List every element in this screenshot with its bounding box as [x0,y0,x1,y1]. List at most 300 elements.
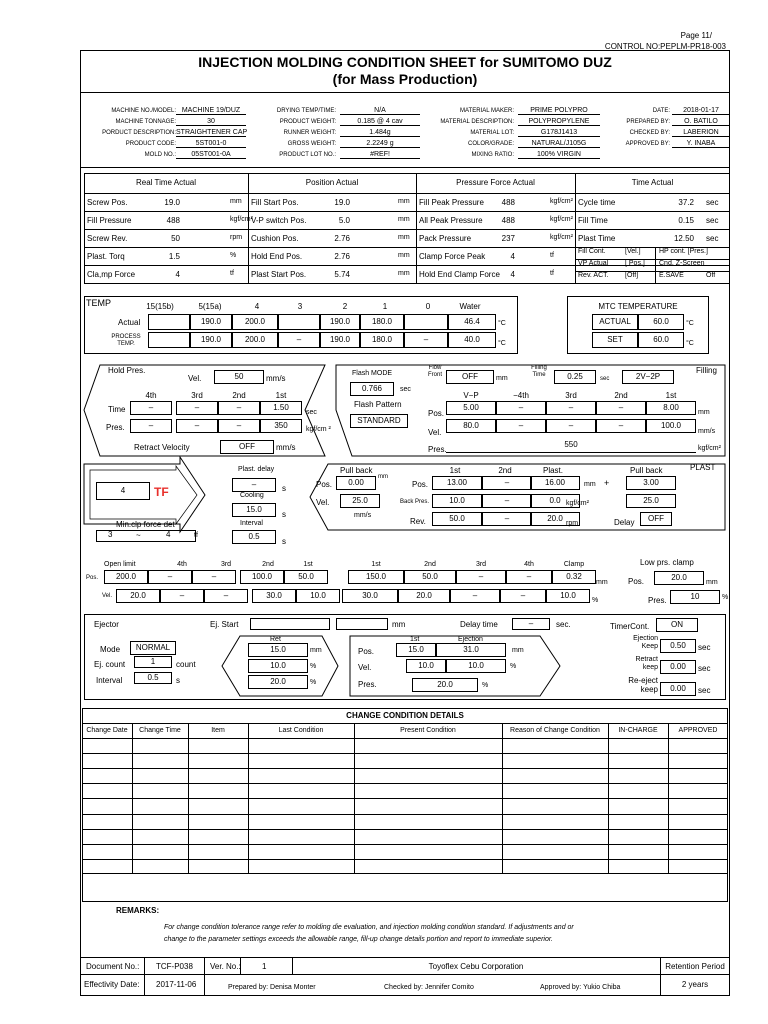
ej-start-input[interactable] [250,618,330,630]
hold-time-cell[interactable]: – [218,401,260,415]
ej-start-label: Ej. Start [210,620,239,629]
close-col-header: Clamp [563,561,585,568]
column-header: Time Actual [631,178,674,187]
filling-pres-label: Pres. [428,445,447,454]
close-pos-unit: mm [596,579,608,586]
rule-line [82,798,728,799]
filling-time-label: Filling Time [531,365,547,378]
row-value: 4 [510,270,515,279]
info-value: #REF! [340,151,420,159]
pullback-pos-label: Pos. [316,480,333,489]
time-label: Plast Time [578,234,616,243]
plast-delay-input[interactable]: – [232,478,276,492]
rule-line [82,814,728,815]
temp-actual-cell[interactable]: 200.0 [232,314,278,330]
hold-col-header: 4th [145,391,157,400]
row-unit: % [230,252,237,259]
mtc-actual-value[interactable]: 60.0 [638,314,684,330]
info-label: MACHINE NO./MODEL: [111,108,176,114]
ej-first-label: 1st [410,636,420,643]
hold-time-cell[interactable]: – [176,401,218,415]
timer-input[interactable]: ON [656,618,698,632]
mtc-set-label: SET [592,332,638,348]
row-unit: tf [550,252,554,259]
change-col-header: Last Condition [278,727,324,734]
page-number: Page 11/ [680,31,712,40]
filling-pos-cell[interactable]: – [596,401,646,415]
time-value: 0.15 [678,216,694,225]
hold-time-cell[interactable]: 1.50 [260,401,302,415]
ej-start-unit: mm [392,620,406,629]
status-value: Off [706,272,716,279]
ret-label: Ret [270,636,281,643]
info-value: 1.484g [340,129,420,137]
interval-input[interactable]: 0.5 [232,530,276,544]
info-label: MATERIAL MAKER: [459,108,514,114]
ej-vel-cell[interactable]: 10.0 [446,659,506,673]
info-label: CHECKED BY: [629,130,670,136]
plast-delay-unit: s [282,484,286,493]
low-pos-unit: mm [706,579,718,586]
temp-col-header: 15(15b) [146,302,174,311]
change-title: CHANGE CONDITION DETAILS [346,711,464,720]
pullback-pos-input[interactable]: 0.00 [336,476,376,490]
rule-line [82,844,728,845]
row-label: Fill Pressure [87,216,132,225]
rule-line [82,738,728,739]
close-pos-cell[interactable]: 50.0 [404,570,456,584]
row-value: 488 [501,216,515,225]
retention-value: 2 years [681,980,709,989]
row-unit: mm [398,216,410,223]
open-vel-cell[interactable]: – [160,589,204,603]
doc-label: Document No.: [86,962,140,971]
close-pos-cell[interactable]: 0.32 [552,570,596,584]
min-clp-tilde: ~ [136,531,141,540]
retract-keep-label: Retract keep [635,656,658,671]
temp-col-header: 2 [342,302,348,311]
open-col-header: 2nd [262,561,274,568]
retract-keep-unit: sec [698,664,711,673]
plast-pos-label: Pos. [412,480,429,489]
info-value: 2018-01-17 [672,107,730,115]
ej-count-unit: count [176,660,196,669]
info-label: RUNNER WEIGHT: [283,130,336,136]
plast-delay-label: Plast. delay [238,466,275,473]
ret-unit: % [310,679,317,686]
open-pos-cell[interactable]: – [192,570,236,584]
ej-vel-cell[interactable]: 10.0 [406,659,446,673]
ver-label: Ver. No.: [210,962,241,971]
row-unit: mm [230,198,242,205]
reeject-label: Re-eject keep [628,676,658,694]
plast-back-cell[interactable]: 10.0 [432,494,482,508]
row-unit: kgf/cm² [550,198,573,205]
open-pos-cell[interactable]: 200.0 [104,570,148,584]
pullback-vel-input[interactable]: 25.0 [340,494,380,508]
flow-front-unit: mm [496,375,508,382]
delay-time-label: Delay time [460,620,498,629]
status-label: Fill Cont. [578,248,606,255]
plast-back-label: Back Pres. [400,499,430,505]
ej-start-input-2[interactable] [336,618,388,630]
temp-actual-cell[interactable]: 190.0 [190,314,232,330]
low-pres-label: Pres. [648,596,667,605]
info-label: PRODUCT WEIGHT: [279,119,336,125]
open-vel-cell[interactable]: 10.0 [296,589,340,603]
flash-mode-input[interactable]: 0.766 [350,382,394,396]
delay-time-input[interactable]: – [512,618,550,630]
low-pres-unit: % [722,594,729,601]
time-unit: sec [706,234,719,243]
filling-time-input[interactable]: 0.25 [554,370,596,384]
low-pos-label: Pos. [628,577,645,586]
filling-col-header: V−P [463,391,479,400]
row-label: Plast Start Pos. [251,270,307,279]
flash-mode-unit: sec [400,386,411,393]
row-value: 5.0 [338,216,350,225]
row-label: Hold End Clamp Force [419,270,500,279]
pullback-vel-label: Vel. [316,498,330,507]
info-value: 5ST001-0 [176,140,246,148]
close-pos-cell[interactable]: 150.0 [348,570,404,584]
ej-count-input[interactable]: 1 [134,656,172,668]
info-value: POLYPROPYLENE [518,118,600,126]
filling-col-header: 2nd [614,391,628,400]
ej-pos-label: Pos. [358,647,375,656]
open-vel-label: Vel. [102,593,113,599]
temp-process-label: PROCESS TEMP. [111,334,141,347]
row-label: Cla,mp Force [87,270,136,279]
temp-process-cell[interactable]: – [278,332,320,348]
hold-pres-cell[interactable]: – [176,419,218,433]
plast-col-header: 2nd [498,466,512,475]
low-pres-input[interactable]: 10 [670,590,720,604]
row-value: 50 [171,234,180,243]
filling-pos-cell[interactable]: – [496,401,546,415]
filling-pres-unit: kgf/cm² [698,445,721,452]
row-unit: tf [230,270,234,277]
temp-title: TEMP [86,298,112,308]
pullback-pos-unit: mm [378,474,388,480]
row-value: 237 [501,234,515,243]
filling-time-unit: sec [600,376,610,382]
filling-title: Filling [696,366,717,375]
open-vel-cell[interactable]: 20.0 [116,589,160,603]
time-unit: sec [706,198,719,207]
temp-process-cell[interactable]: 40.0 [448,332,496,348]
retract-keep-input[interactable]: 0.00 [660,660,696,674]
open-pos-cell[interactable]: 100.0 [240,570,284,584]
ver-value: 1 [262,962,267,971]
status-label: E.SAVE [659,272,684,279]
retract-input[interactable]: OFF [220,440,274,454]
sheet-subtitle: (for Mass Production) [332,71,478,87]
time-value: 37.2 [678,198,694,207]
row-unit: mm [398,252,410,259]
doc-value: TCF-P038 [156,962,193,971]
reeject-input[interactable]: 0.00 [660,682,696,696]
clamp-force-input[interactable]: 4 [96,482,150,500]
filling-vel-cell[interactable]: – [546,419,596,433]
close-vel-cell[interactable]: 30.0 [342,589,398,603]
close-vel-cell[interactable]: 10.0 [546,589,590,603]
status-label: Rev. ACT. [578,272,609,279]
keep-label: Ejection Keep [633,635,658,650]
open-pos-cell[interactable]: – [148,570,192,584]
flow-front-input[interactable]: OFF [446,370,494,384]
hold-pres-cell[interactable]: 350 [260,419,302,433]
temp-col-header: 0 [425,302,431,311]
pullback2-pos-input[interactable]: 3.00 [626,476,676,490]
ej-ejection-label: Ejection [458,636,483,643]
hold-pres-unit: kgf/cm ² [306,426,331,433]
hold-vel-input[interactable]: 50 [214,370,264,384]
keep-input[interactable]: 0.50 [660,639,696,653]
filling-col-header: 3rd [565,391,577,400]
plast-back-cell[interactable]: 0.0 [530,494,580,508]
row-label: Pack Pressure [419,234,472,243]
info-label: GROSS WEIGHT: [287,141,336,147]
retention-label: Retention Period [665,962,725,971]
retract-unit: mm/s [276,443,296,452]
ej-interval-input[interactable]: 0.5 [134,672,172,684]
plast-pos-cell[interactable]: – [482,476,532,490]
plast-rev-cell[interactable]: 50.0 [432,512,482,526]
info-label: MATERIAL LOT: [470,130,514,136]
mode-label: Mode [100,645,121,654]
hold-vel-unit: mm/s [266,374,286,383]
change-col-header: Change Time [139,727,181,734]
filling-vel-cell[interactable]: 100.0 [646,419,696,433]
mtc-unit: °C [686,320,694,327]
mtc-actual-label: ACTUAL [592,314,638,330]
status-value: [ Pos.] [625,260,645,267]
temp-col-header: 4 [254,302,260,311]
open-vel-cell[interactable]: 30.0 [252,589,296,603]
row-unit: mm [398,234,410,241]
change-col-header: Item [211,727,225,734]
filling-pos-unit: mm [698,409,710,416]
close-col-header: 1st [371,561,381,568]
row-label: Fill Peak Pressure [419,198,484,207]
info-value: N/A [340,107,420,115]
change-col-header: IN-CHARGE [618,727,658,734]
open-pos-cell[interactable]: 50.0 [284,570,328,584]
info-value: PRIME POLYPRO [518,107,600,115]
plast-pos-unit: mm [584,481,596,488]
rule-line [82,753,728,754]
time-value: 12.50 [673,234,694,243]
ej-vel-unit: % [510,663,517,670]
cooling-input[interactable]: 15.0 [232,503,276,517]
reeject-unit: sec [698,686,711,695]
filling-vel-cell[interactable]: – [596,419,646,433]
info-value: Y. INABA [672,140,730,148]
status-label: Cnd. Z-Screen [659,260,705,267]
checked-by: Checked by: Jennifer Comito [384,984,474,991]
filling-pos-cell[interactable]: 8.00 [646,401,696,415]
close-vel-cell[interactable]: – [500,589,546,603]
row-unit: kgf/cm² [550,216,573,223]
control-number: CONTROL NO:PEPLM-PR18-003 [604,42,726,51]
low-pos-input[interactable]: 20.0 [654,571,704,585]
remarks-line-2: change to the parameter settings exceeds the allowable range, fill-up change details portion and report to immediate superior. [164,936,553,943]
hold-time-cell[interactable]: – [130,401,172,415]
filling-col-header: 1st [665,391,677,400]
row-unit: rpm [230,234,243,241]
mode-input[interactable]: NORMAL [130,641,176,655]
rule-line [82,859,728,860]
rule-line [204,957,205,974]
ej-pres-label: Pres. [358,680,377,689]
row-value: 488 [501,198,515,207]
row-label: Plast. Torq [87,252,125,261]
mtc-set-value[interactable]: 60.0 [638,332,684,348]
open-limit-label: Open limit [104,561,136,568]
info-value: LABERION [672,129,730,137]
flash-pattern-label: Flash Pattern [354,400,402,409]
time-label: Cycle time [578,198,616,207]
row-unit: kgf/cm² [550,234,573,241]
delay-input[interactable]: OFF [640,512,672,526]
info-label: COLOR/GRADE: [467,141,514,147]
sheet-title: INJECTION MOLDING CONDITION SHEET for SUMITOMO DUZ [198,54,612,70]
close-pos-cell[interactable]: – [506,570,552,584]
temp-actual-cell[interactable]: 180.0 [360,314,404,330]
pullback-vel-unit: mm/s [354,512,372,519]
effectivity-label: Effectivity Date: [84,980,140,989]
temp-process-cell[interactable]: 190.0 [320,332,360,348]
filling-pres-value: 550 [564,440,578,449]
filling-vel-cell[interactable]: – [496,419,546,433]
remarks-label: REMARKS: [116,906,160,915]
effectivity-value: 2017-11-06 [156,980,197,989]
column-header: Pressure Force Actual [456,178,535,187]
close-vel-cell[interactable]: – [450,589,500,603]
mtc-unit: °C [686,340,694,347]
plast-back-unit: kgf/cm² [566,500,589,507]
temp-process-cell[interactable]: 180.0 [360,332,404,348]
rule-line [144,974,145,996]
plus-sign: + [604,478,610,488]
ret-cell[interactable]: 15.0 [248,643,308,657]
filling-pos-cell[interactable]: – [546,401,596,415]
plast-rev-cell[interactable]: – [482,512,532,526]
filling-pos-cell[interactable]: 5.00 [446,401,496,415]
plast-back-cell[interactable]: – [482,494,532,508]
min-clp-to: 4 [166,530,171,539]
ej-pos-cell[interactable]: 15.0 [396,643,436,657]
rule-line [204,974,205,996]
status-label: HP cont. [Pres.] [659,248,708,255]
flash-pattern-input[interactable]: STANDARD [350,414,408,428]
info-value: 05ST001-0A [176,151,246,159]
info-label: DATE: [652,108,670,114]
ej-pos-unit: mm [512,647,524,654]
info-label: MACHINE TONNAGE: [115,119,176,125]
row-label: Cushion Pos. [251,234,299,243]
row-label: Fill Start Pos. [251,198,299,207]
close-vel-cell[interactable]: 20.0 [398,589,450,603]
close-col-header: 2nd [424,561,436,568]
approved-by: Approved by: Yukio Chiba [540,984,621,991]
row-value: 1.5 [168,252,180,261]
filling-mode-input[interactable]: 2V−2P [622,370,674,384]
column-header: Real Time Actual [135,178,197,187]
pullback2-vel-input[interactable]: 25.0 [626,494,676,508]
rule-line [82,829,728,830]
open-vel-cell[interactable]: – [204,589,248,603]
plast-rev-cell[interactable]: 20.0 [530,512,580,526]
info-value: G178J1413 [518,129,600,137]
row-value: 19.0 [164,198,180,207]
filling-vel-label: Vel. [428,428,442,437]
ret-cell[interactable]: 10.0 [248,659,308,673]
row-unit: tf [550,270,554,277]
info-label: DRYING TEMP/TIME: [276,108,336,114]
hold-pres-cell[interactable]: – [218,419,260,433]
rule-line [144,957,145,974]
info-value: NATURAL/J105G [518,140,600,148]
temp-process-cell[interactable]: 190.0 [190,332,232,348]
open-pos-label: Pos. [86,575,99,581]
ret-cell[interactable]: 20.0 [248,675,308,689]
ej-interval-label: Interval [96,676,123,685]
ej-pres-cell[interactable]: 20.0 [412,678,478,692]
filling-vel-cell[interactable]: 80.0 [446,419,496,433]
status-label: VP Actual [578,260,609,267]
ej-interval-unit: s [176,676,180,685]
temp-process-cell[interactable]: 200.0 [232,332,278,348]
open-col-header: 1st [303,561,313,568]
ej-pos-cell[interactable]: 31.0 [436,643,506,657]
info-label: PRODUCT LOT NO.: [279,152,336,158]
rule-line [82,873,728,874]
hold-time-unit: sec [306,409,317,416]
open-col-header: 4th [177,561,187,568]
close-pos-cell[interactable]: – [456,570,506,584]
temp-process-cell[interactable]: – [404,332,448,348]
row-value: 2.76 [334,234,350,243]
interval-unit: s [282,537,286,546]
open-col-header: 3rd [220,561,232,568]
low-clamp-label: Low prs. clamp [640,558,694,567]
hold-title: Hold Pres. [108,366,146,375]
plast-pos-cell[interactable]: 13.00 [432,476,482,490]
ret-unit: mm [310,647,322,654]
row-label: Hold End Pos. [251,252,303,261]
row-unit: mm [398,270,410,277]
close-col-header: 3rd [475,561,487,568]
plast-pos-cell[interactable]: 16.00 [530,476,580,490]
temp-actual-cell[interactable]: 190.0 [320,314,360,330]
status-value: [Off] [625,272,639,279]
plast-title: PLAST [690,463,716,472]
temp-unit: °C [498,340,506,347]
info-value: 100% VIRGIN [518,151,600,159]
change-col-header: Change Date [86,727,128,734]
temp-col-header: 5(15a) [198,302,222,311]
ej-vel-label: Vel. [358,663,372,672]
delay-time-unit: sec. [556,620,571,629]
hold-col-header: 2nd [232,391,246,400]
row-value: 4 [175,270,180,279]
hold-pres-label: Pres. [106,423,125,432]
hold-pres-cell[interactable]: – [130,419,172,433]
temp-actual-cell[interactable]: 46.4 [448,314,496,330]
rule-line [82,723,728,724]
